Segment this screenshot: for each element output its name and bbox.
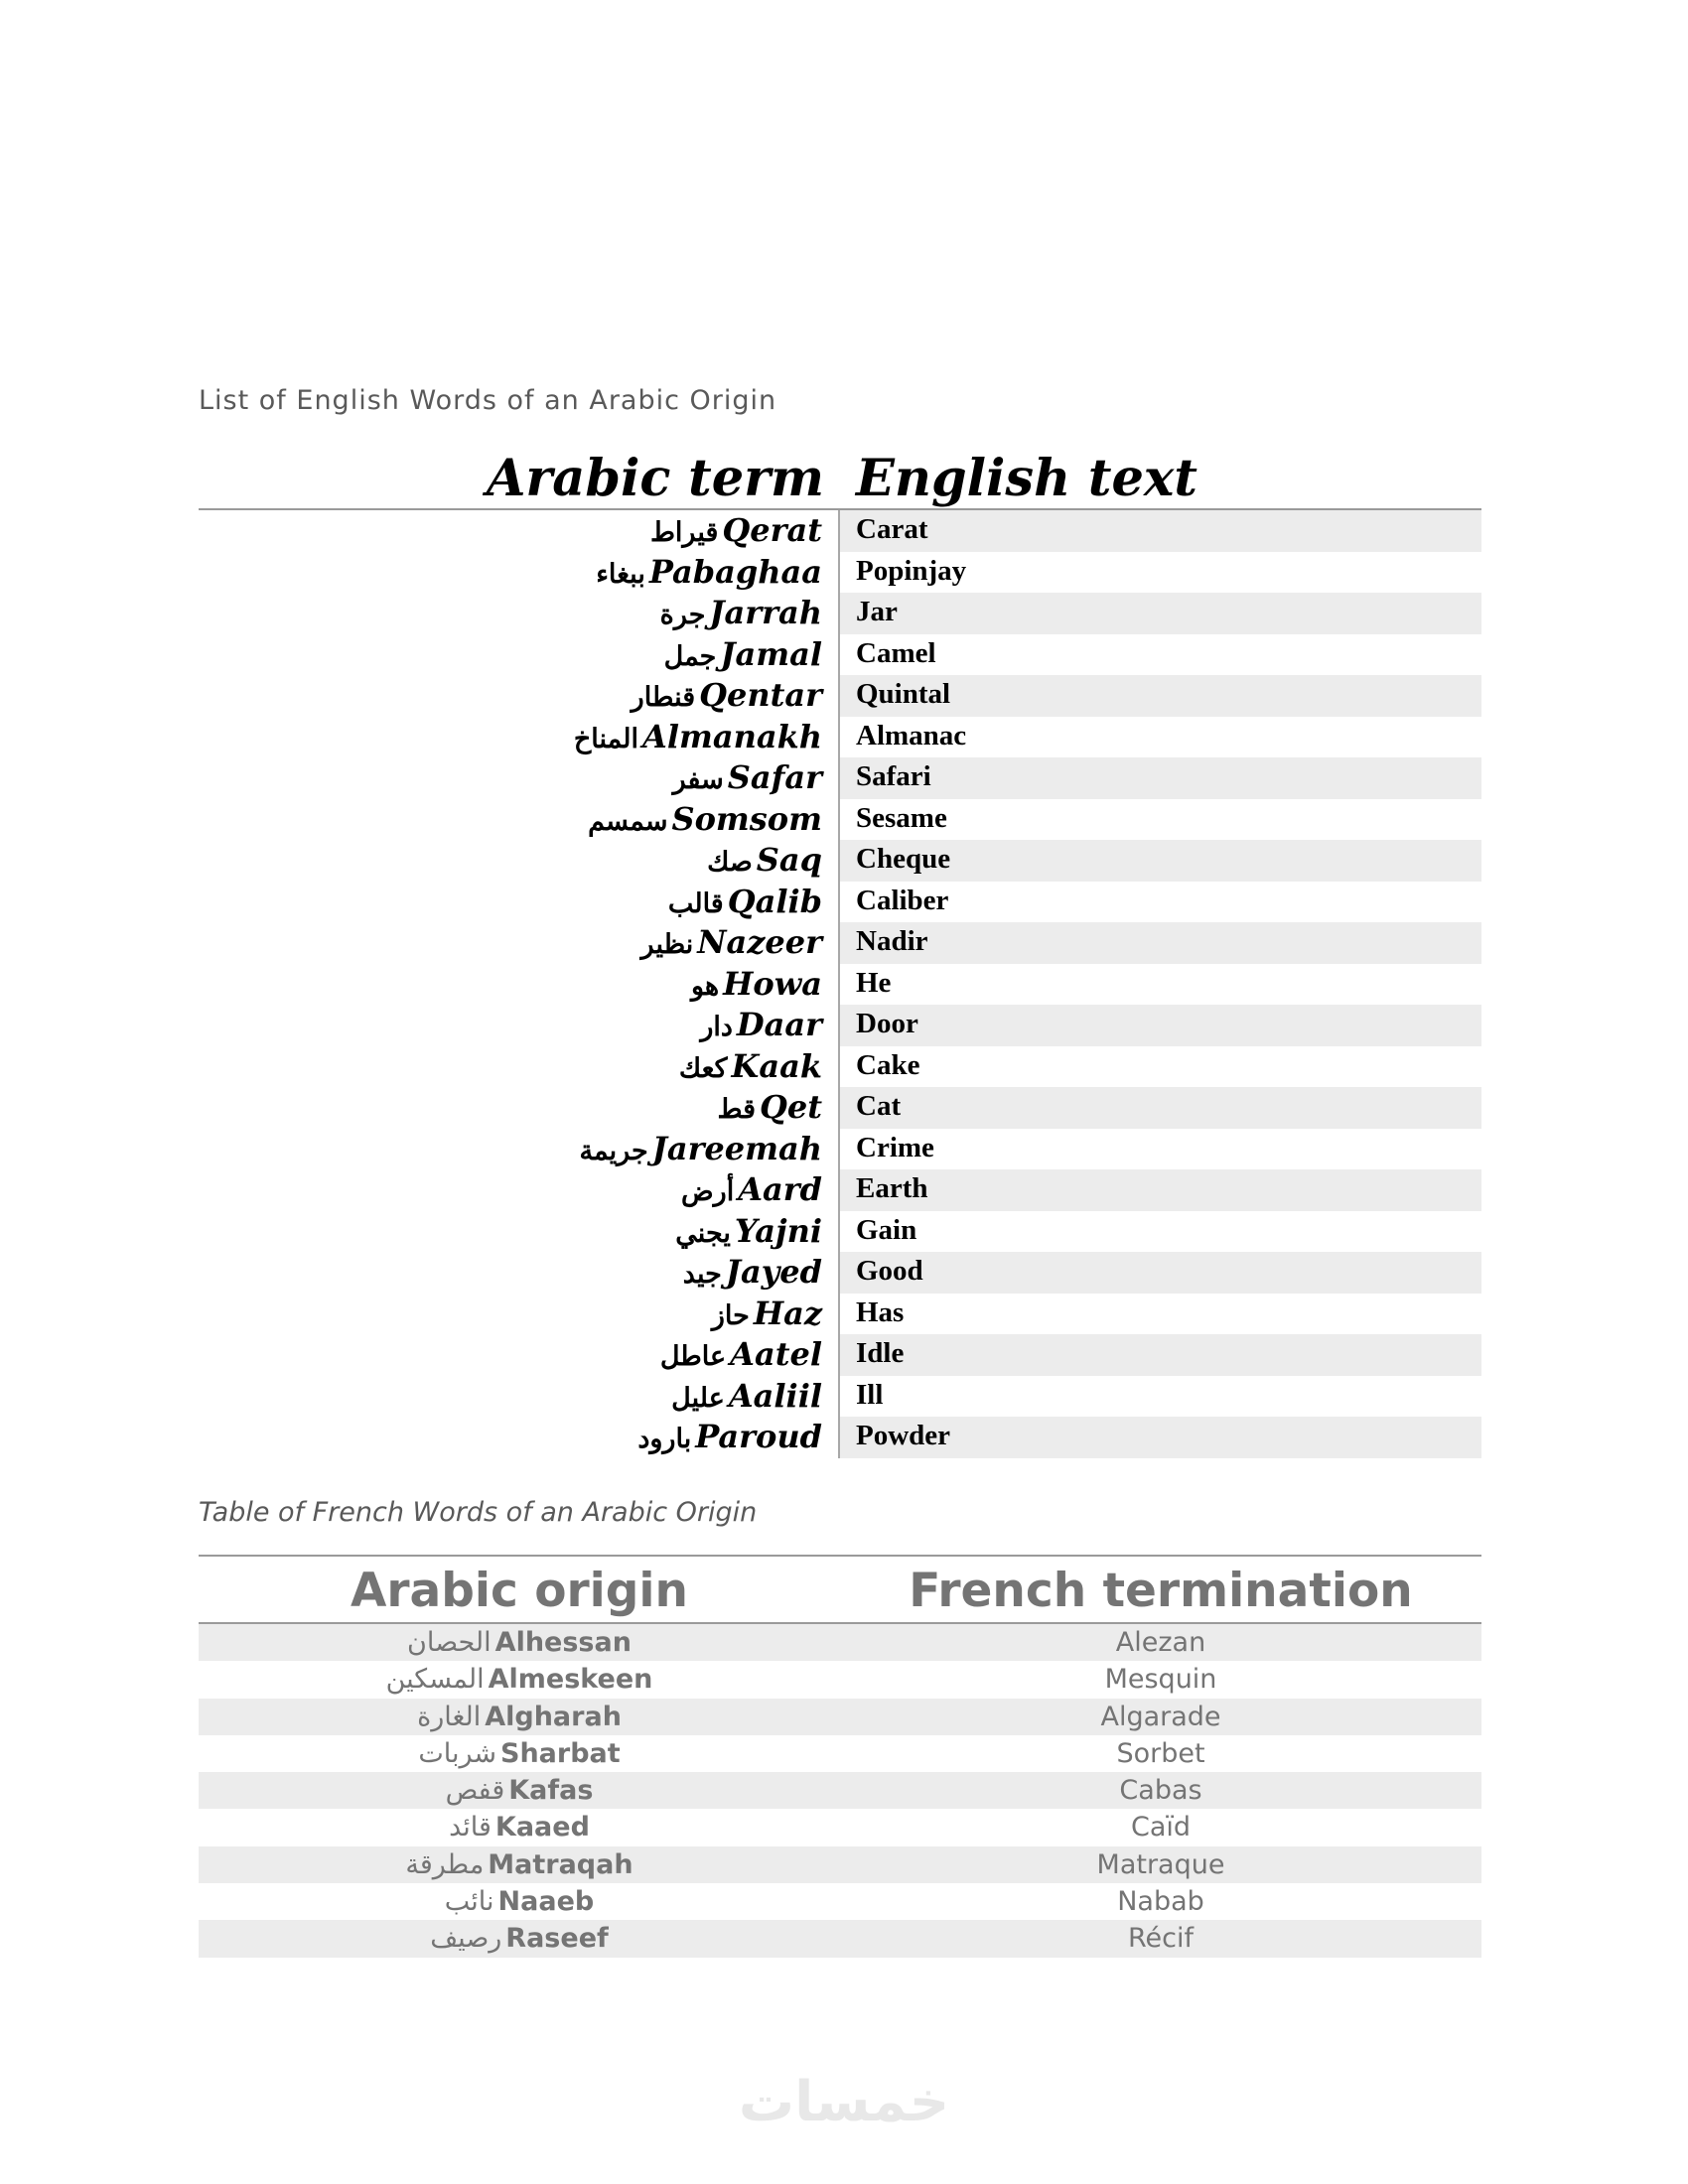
- table-row: [199, 1005, 1481, 1046]
- table-row: [199, 1883, 1481, 1920]
- arabic-script: الحصان: [407, 1627, 492, 1658]
- english-word-cell: Idle: [840, 1334, 1481, 1376]
- english-word-cell: Powder: [840, 1417, 1481, 1458]
- arabic-term-cell: [199, 1129, 840, 1170]
- transliteration: Almanakh: [641, 717, 822, 755]
- french-word-cell: Alezan: [1115, 1627, 1206, 1658]
- transliteration: Qerat: [722, 511, 822, 549]
- arabic-script: مطرقة: [405, 1848, 485, 1880]
- transliteration: Sharbat: [500, 1737, 621, 1769]
- arabic-script: ببغاء: [596, 558, 645, 590]
- table-row: [199, 882, 1481, 923]
- arabic-script: جرة: [659, 600, 706, 630]
- arabic-term-cell: [199, 1087, 840, 1129]
- table-row: [199, 840, 1481, 882]
- transliteration: Jamal: [720, 634, 822, 673]
- transliteration: Algharah: [485, 1701, 622, 1732]
- french-table-caption: Table of French Words of an Arabic Origin: [199, 1497, 758, 1528]
- arabic-script: شربات: [418, 1737, 497, 1769]
- english-word-cell: Quintal: [840, 675, 1481, 717]
- transliteration: Qet: [759, 1088, 822, 1126]
- watermark-logo: خمسات: [738, 2070, 950, 2134]
- arabic-script: نظير: [640, 929, 694, 960]
- arabic-term-cell: [199, 717, 840, 758]
- english-word-cell: Camel: [856, 636, 936, 669]
- transliteration: Raseef: [505, 1923, 609, 1955]
- table-header: [199, 1557, 1481, 1624]
- arabic-script: كعك: [678, 1052, 728, 1084]
- transliteration: Aaliil: [728, 1376, 822, 1415]
- column-header-english-text: English text: [856, 449, 1197, 508]
- english-word-cell: Cake: [856, 1048, 920, 1081]
- english-word-cell: Good: [840, 1252, 1481, 1294]
- arabic-script: صك: [707, 847, 753, 878]
- transliteration: Safar: [727, 758, 822, 796]
- arabic-origin-cell: [199, 1883, 840, 1920]
- table-row: [199, 757, 1481, 799]
- arabic-term-cell: [199, 1046, 840, 1088]
- arabic-term-cell: [199, 552, 840, 594]
- table-row: [199, 1735, 1481, 1772]
- column-header-french-termination: French termination: [909, 1564, 1413, 1618]
- table-row: [199, 1624, 1481, 1661]
- table-row: [199, 1920, 1481, 1957]
- table-row: [199, 1087, 1481, 1129]
- table-row: [199, 1846, 1481, 1883]
- english-word-cell: Crime: [856, 1131, 934, 1163]
- arabic-script: عليل: [671, 1382, 725, 1414]
- arabic-script: حاز: [711, 1299, 750, 1331]
- table-row: [199, 964, 1481, 1006]
- table-row: [199, 1772, 1481, 1809]
- table-row: [199, 1294, 1481, 1335]
- french-word-cell: Sorbet: [1116, 1737, 1205, 1769]
- arabic-script: هو: [690, 970, 720, 1002]
- english-word-cell: He: [856, 966, 892, 999]
- arabic-origin-cell: [199, 1920, 840, 1957]
- arabic-origin-cell: [199, 1624, 840, 1661]
- english-word-cell: Cat: [840, 1087, 1481, 1129]
- arabic-script: أرض: [681, 1176, 735, 1207]
- english-word-cell: Door: [840, 1005, 1481, 1046]
- transliteration: Jareemah: [651, 1129, 822, 1167]
- arabic-script: المناخ: [573, 723, 638, 754]
- arabic-script: جريمة: [579, 1135, 648, 1166]
- table-row: [199, 717, 1481, 758]
- table-row: [199, 593, 1481, 634]
- french-word-cell: Nabab: [1117, 1886, 1204, 1918]
- english-word-cell: Popinjay: [856, 554, 967, 587]
- english-word-cell: Cheque: [840, 840, 1481, 882]
- english-word-cell: Sesame: [856, 801, 947, 834]
- arabic-script: قائد: [449, 1812, 492, 1843]
- english-word-cell: Caliber: [856, 884, 949, 916]
- table-row: [199, 799, 1481, 841]
- transliteration: Kaak: [731, 1046, 822, 1085]
- french-word-cell: Mesquin: [1104, 1664, 1217, 1696]
- arabic-term-cell: [199, 675, 840, 717]
- transliteration: Saq: [756, 841, 822, 879]
- table-row: [199, 1129, 1481, 1170]
- transliteration: Qalib: [727, 882, 822, 920]
- transliteration: Paroud: [695, 1418, 822, 1455]
- arabic-script: سفر: [672, 764, 724, 795]
- english-word-cell: Safari: [840, 757, 1481, 799]
- english-word-cell: Gain: [856, 1213, 917, 1246]
- transliteration: Alhessan: [494, 1627, 632, 1658]
- column-header-arabic-term: Arabic term: [486, 449, 824, 508]
- arabic-script: الغارة: [417, 1701, 482, 1732]
- table-row: [199, 1376, 1481, 1418]
- english-word-cell: Jar: [840, 593, 1481, 634]
- transliteration: Nazeer: [697, 923, 822, 961]
- arabic-script: قالب: [667, 887, 724, 919]
- table-row: [199, 1661, 1481, 1698]
- transliteration: Yajni: [734, 1211, 822, 1250]
- table-row: [199, 634, 1481, 676]
- arabic-script: جمل: [663, 640, 717, 672]
- french-words-table: [199, 1555, 1481, 1958]
- arabic-origin-cell: [199, 1661, 840, 1698]
- arabic-script: يجني: [675, 1217, 731, 1249]
- arabic-term-cell: [199, 1169, 840, 1211]
- arabic-script: جيد: [682, 1259, 722, 1290]
- arabic-term-cell: [199, 840, 840, 882]
- transliteration: Kafas: [508, 1775, 594, 1807]
- english-table-caption: List of English Words of an Arabic Origin: [199, 385, 777, 416]
- english-word-cell: Has: [856, 1296, 905, 1328]
- arabic-script: دار: [700, 1012, 733, 1042]
- arabic-script: عاطل: [659, 1341, 727, 1372]
- transliteration: Daar: [736, 1006, 822, 1043]
- arabic-script: بارود: [637, 1424, 692, 1454]
- english-word-cell: Earth: [840, 1169, 1481, 1211]
- table-row: [199, 1417, 1481, 1458]
- table-header: [199, 449, 1481, 510]
- french-word-cell: Matraque: [1096, 1848, 1225, 1880]
- arabic-term-cell: [199, 1005, 840, 1046]
- transliteration: Jarrah: [709, 594, 822, 631]
- table-row: [199, 1699, 1481, 1735]
- transliteration: Naaeb: [497, 1886, 595, 1918]
- arabic-script: قنطار: [631, 682, 696, 713]
- french-word-cell: Algarade: [1100, 1701, 1221, 1732]
- arabic-origin-cell: [199, 1699, 840, 1735]
- transliteration: Almeskeen: [488, 1664, 653, 1696]
- table-row: [199, 922, 1481, 964]
- arabic-term-cell: [199, 593, 840, 634]
- arabic-term-cell: [199, 510, 840, 552]
- arabic-script: المسكين: [385, 1664, 485, 1696]
- arabic-term-cell: [199, 634, 840, 676]
- arabic-term-cell: [199, 1376, 840, 1418]
- arabic-script: رصيف: [430, 1923, 502, 1955]
- transliteration: Pabaghaa: [648, 552, 822, 591]
- english-word-cell: Ill: [856, 1378, 884, 1411]
- english-word-cell: Nadir: [840, 922, 1481, 964]
- arabic-term-cell: [199, 1294, 840, 1335]
- arabic-script: نائب: [444, 1886, 494, 1918]
- english-word-cell: Almanac: [856, 719, 967, 751]
- table-row: [199, 1252, 1481, 1294]
- transliteration: Matraqah: [488, 1848, 633, 1880]
- arabic-script: قفص: [445, 1775, 505, 1807]
- transliteration: Aatel: [730, 1335, 822, 1373]
- table-row: [199, 552, 1481, 594]
- table-row: [199, 1211, 1481, 1253]
- arabic-term-cell: [199, 1252, 840, 1294]
- arabic-term-cell: [199, 964, 840, 1006]
- table-row: [199, 1169, 1481, 1211]
- english-word-cell: Carat: [840, 510, 1481, 552]
- arabic-origin-cell: [199, 1809, 840, 1845]
- arabic-script: قط: [717, 1094, 756, 1125]
- french-word-cell: Cabas: [1119, 1775, 1202, 1807]
- transliteration: Howa: [723, 964, 822, 1003]
- table-row: [199, 675, 1481, 717]
- transliteration: Aard: [738, 1170, 822, 1208]
- arabic-script: سمسم: [588, 805, 668, 837]
- arabic-term-cell: [199, 1334, 840, 1376]
- transliteration: Somsom: [671, 799, 822, 838]
- table-row: [199, 1046, 1481, 1088]
- table-row: [199, 1334, 1481, 1376]
- english-words-table: [199, 449, 1481, 1458]
- french-word-cell: Récif: [1127, 1923, 1194, 1955]
- table-row: [199, 510, 1481, 552]
- transliteration: Jayed: [725, 1253, 822, 1291]
- arabic-term-cell: [199, 799, 840, 841]
- transliteration: Qentar: [699, 676, 822, 714]
- transliteration: Kaaed: [494, 1812, 590, 1843]
- arabic-term-cell: [199, 922, 840, 964]
- arabic-term-cell: [199, 757, 840, 799]
- column-header-arabic-origin: Arabic origin: [350, 1564, 689, 1618]
- arabic-term-cell: [199, 1417, 840, 1458]
- arabic-term-cell: [199, 1211, 840, 1253]
- table-row: [199, 1809, 1481, 1845]
- transliteration: Haz: [753, 1294, 822, 1332]
- french-word-cell: Caïd: [1130, 1812, 1192, 1843]
- arabic-term-cell: [199, 882, 840, 923]
- arabic-origin-cell: [199, 1772, 840, 1809]
- arabic-script: قيراط: [649, 517, 719, 548]
- arabic-origin-cell: [199, 1846, 840, 1883]
- arabic-origin-cell: [199, 1735, 840, 1772]
